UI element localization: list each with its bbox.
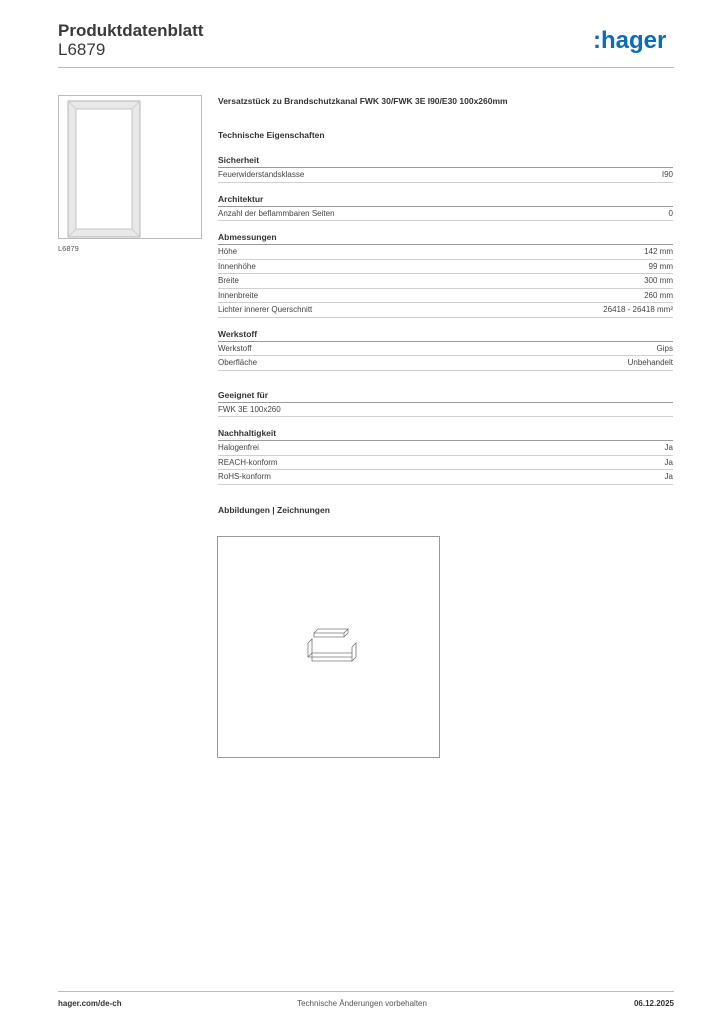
spec-label: Breite — [218, 276, 239, 285]
spec-value: 99 mm — [648, 261, 673, 271]
spec-value: 300 mm — [644, 276, 673, 285]
spec-label: Halogenfrei — [218, 443, 259, 452]
spec-value: 142 mm — [644, 247, 673, 256]
frame-product-icon — [59, 96, 203, 240]
spec-label: Werkstoff — [218, 343, 252, 353]
section-title-technical: Technische Eigenschaften — [218, 130, 325, 140]
group-abmessungen — [218, 232, 673, 318]
spec-row — [218, 245, 673, 260]
spec-label: REACH-konform — [218, 457, 278, 467]
logo-text: :hager — [593, 27, 667, 54]
spec-row — [218, 456, 673, 471]
spec-row — [218, 342, 673, 357]
group-title: Sicherheit — [218, 155, 673, 168]
spec-row — [218, 303, 673, 318]
spec-value: Ja — [664, 472, 673, 481]
product-image-caption: L6879 — [58, 244, 79, 253]
spec-value: Gips — [656, 343, 673, 353]
group-geeignet — [218, 390, 673, 418]
spec-label: Innenbreite — [218, 290, 259, 300]
spec-label: Oberfläche — [218, 358, 258, 367]
group-sicherheit — [218, 155, 673, 183]
spec-row — [218, 441, 673, 456]
spec-row — [218, 356, 673, 371]
product-image — [58, 95, 202, 239]
spec-row — [218, 403, 673, 418]
spec-row — [218, 289, 673, 304]
spec-row — [218, 168, 673, 183]
spec-row — [218, 207, 673, 222]
spec-value: Ja — [664, 443, 673, 452]
footer-website-link[interactable]: hager.com/de-ch — [58, 999, 122, 1008]
spec-row — [218, 260, 673, 275]
spec-label: Lichter innerer Querschnitt — [218, 305, 313, 314]
spec-value: I90 — [661, 170, 673, 179]
product-description: Versatzstück zu Brandschutzkanal FWK 30/FWK 3E I90/E30 100x260mm — [218, 96, 508, 106]
group-nachhaltigkeit — [218, 428, 673, 485]
group-title: Architektur — [218, 194, 673, 207]
hager-logo — [593, 26, 675, 56]
spec-label: FWK 3E 100x260 — [218, 404, 281, 414]
spec-value: 0 — [668, 208, 673, 218]
footer-note: Technische Änderungen vorbehalten — [297, 999, 427, 1008]
spec-label: Innenhöhe — [218, 261, 256, 271]
spec-row — [218, 274, 673, 289]
drawing-part-icon — [218, 537, 441, 759]
group-architektur — [218, 194, 673, 222]
page-title: Produktdatenblatt — [58, 21, 204, 40]
group-werkstoff — [218, 329, 673, 371]
group-title: Werkstoff — [218, 329, 673, 342]
group-title: Nachhaltigkeit — [218, 428, 673, 441]
spec-value: Unbehandelt — [627, 358, 673, 367]
spec-label: RoHS-konform — [218, 472, 271, 481]
footer-date: 06.12.2025 — [633, 999, 674, 1008]
technical-drawing — [217, 536, 440, 758]
spec-value: 26418 - 26418 mm² — [603, 305, 673, 314]
header-divider — [58, 67, 674, 68]
section-title-drawings: Abbildungen | Zeichnungen — [218, 504, 330, 515]
spec-label: Höhe — [218, 247, 238, 256]
group-title: Geeignet für — [218, 390, 673, 403]
spec-value: Ja — [664, 457, 673, 467]
spec-label: Anzahl der beflammbaren Seiten — [218, 208, 335, 218]
product-code: L6879 — [58, 40, 106, 59]
datasheet-content — [218, 96, 673, 519]
spec-row — [218, 470, 673, 485]
spec-label: Feuerwiderstandsklasse — [218, 170, 305, 179]
spec-value: 260 mm — [644, 290, 673, 300]
footer-divider — [58, 991, 674, 992]
group-title: Abmessungen — [218, 232, 673, 245]
